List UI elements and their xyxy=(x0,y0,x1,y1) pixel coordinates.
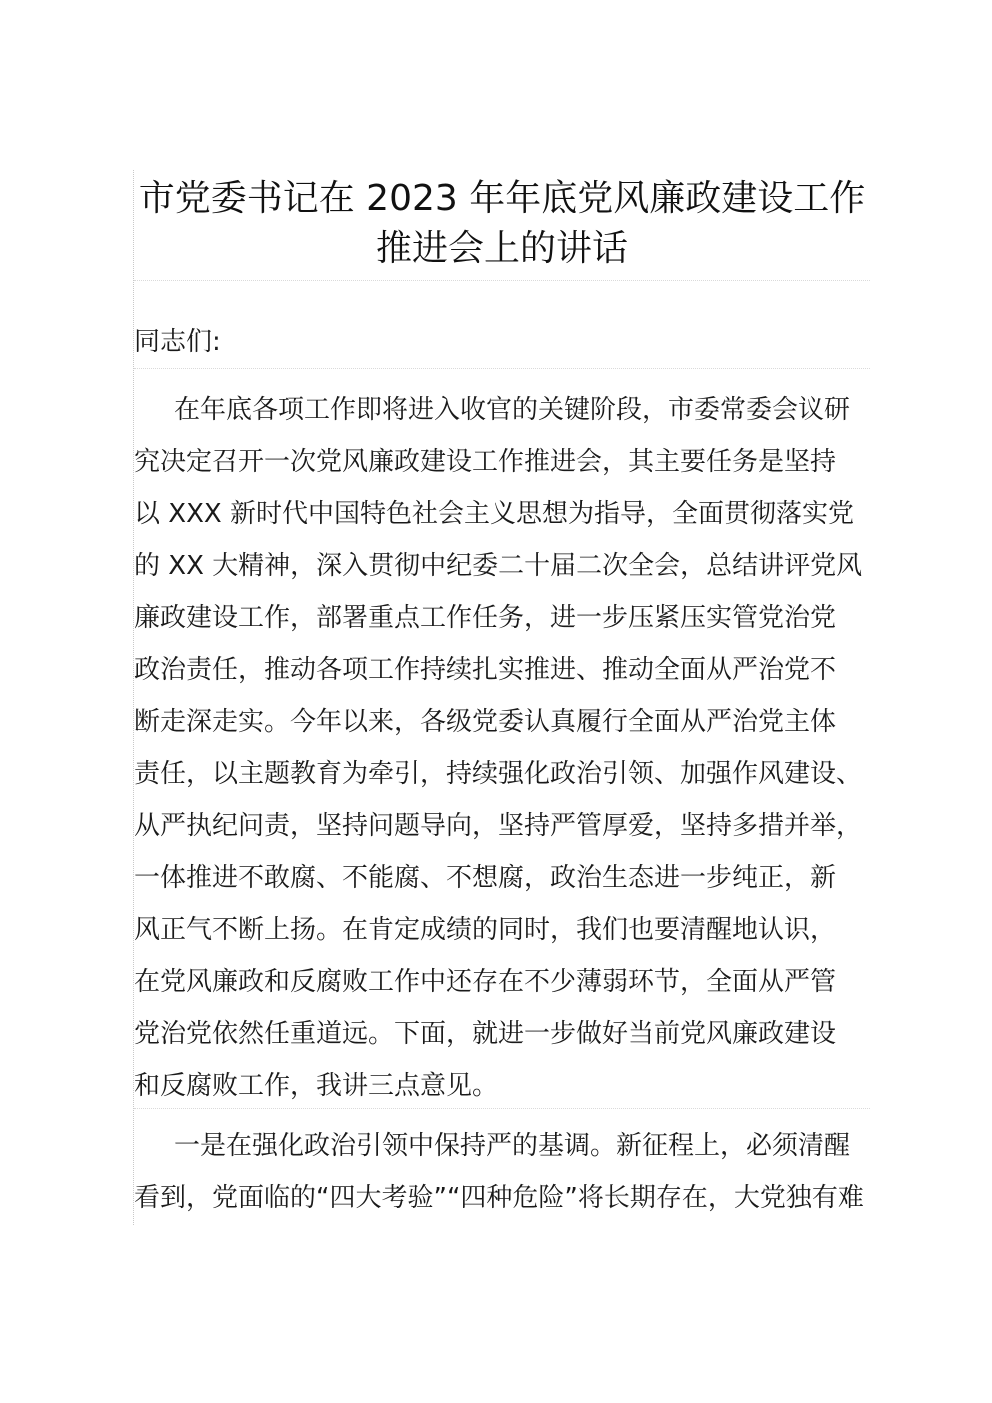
document-title xyxy=(134,174,870,274)
paragraph-line: 党治党依然任重道远。下面，就进一步做好当前党风廉政建设 xyxy=(134,1019,837,1049)
paragraph-line: 一体推进不敢腐、不能腐、不想腐，政治生态进一步纯正，新 xyxy=(134,863,837,893)
section-divider xyxy=(134,280,870,281)
paragraph-line: 以 XXX 新时代中国特色社会主义思想为指导，全面贯彻落实党 xyxy=(134,499,854,529)
paragraph-line: 看到，党面临的“四大考验”“四种危险”将长期存在，大党独有难 xyxy=(134,1183,864,1213)
paragraph-line: 责任，以主题教育为牵引，持续强化政治引领、加强作风建设、 xyxy=(134,759,863,789)
paragraph-line: 从严执纪问责，坚持问题导向，坚持严管厚爱，坚持多措并举， xyxy=(134,811,863,841)
section-divider xyxy=(134,368,870,369)
paragraph-line: 断走深走实。今年以来，各级党委认真履行全面从严治党主体 xyxy=(134,707,837,737)
salutation: 同志们: xyxy=(134,327,221,357)
paragraph-line: 和反腐败工作，我讲三点意见。 xyxy=(134,1071,499,1101)
paragraph-line: 政治责任，推动各项工作持续扎实推进、推动全面从严治党不 xyxy=(134,655,837,685)
paragraph-line: 廉政建设工作，部署重点工作任务，进一步压紧压实管党治党 xyxy=(134,603,837,633)
paragraph-line: 风正气不断上扬。在肯定成绩的同时，我们也要清醒地认识， xyxy=(134,915,837,945)
title-line: 市党委书记在 2023 年年底党风廉政建设工作 xyxy=(138,178,866,219)
paragraph-line: 一是在强化政治引领中保持严的基调。新征程上，必须清醒 xyxy=(174,1131,851,1161)
paragraph-line: 究决定召开一次党风廉政建设工作推进会，其主要任务是坚持 xyxy=(134,447,837,477)
section-divider xyxy=(134,1108,870,1109)
paragraph-intro xyxy=(134,384,870,1112)
paragraph-line: 在年底各项工作即将进入收官的关键阶段，市委常委会议研 xyxy=(174,395,851,425)
paragraph-line: 的 XX 大精神，深入贯彻中纪委二十届二次全会，总结讲评党风 xyxy=(134,551,863,581)
paragraph-line: 在党风廉政和反腐败工作中还存在不少薄弱环节，全面从严管 xyxy=(134,967,837,997)
title-line: 推进会上的讲话 xyxy=(375,228,628,269)
paragraph-point-one xyxy=(134,1120,870,1224)
